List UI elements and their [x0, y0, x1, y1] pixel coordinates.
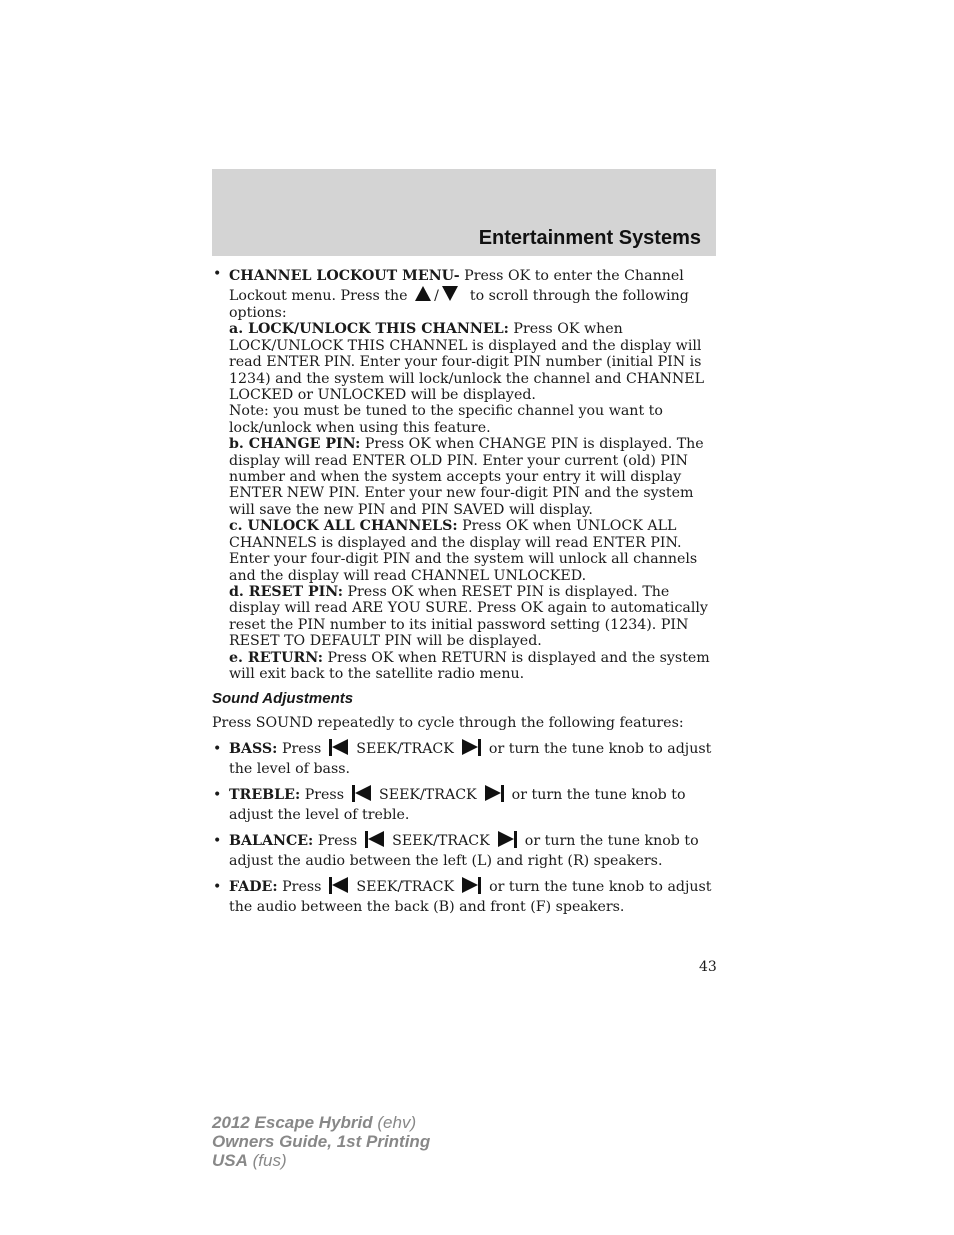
option-b — [229, 436, 722, 518]
channel-lockout-label: CHANNEL LOCKOUT MENU- — [229, 268, 460, 284]
sound-intro: Press SOUND repeatedly to cycle through the following features: — [212, 715, 684, 732]
seek-track-label: SEEK/TRACK — [356, 741, 454, 758]
option-d — [229, 584, 722, 650]
balance-item — [212, 831, 722, 871]
footer-model: 2012 Escape Hybrid — [212, 1113, 373, 1132]
balance-label: BALANCE: — [229, 833, 314, 850]
option-c-text: Press OK when UNLOCK ALL CHANNELS is displayed and the display will read ENTER PIN. Enter your four-digit PIN and the system will unlock all channels and the display will read CHANNEL UNLOCKED. — [229, 518, 698, 584]
footer-market: USA — [212, 1151, 248, 1170]
treble-after-text: or turn the tune knob to — [511, 787, 686, 804]
option-d-label: d. RESET PIN: — [229, 583, 343, 600]
channel-lockout-text-2: Lockout menu. Press the — [229, 288, 408, 304]
footer-model-code: (ehv) — [372, 1113, 417, 1132]
footer-line-2: Owners Guide, 1st Printing — [212, 1132, 431, 1151]
page-number: 43 — [699, 959, 717, 975]
press-text: Press — [317, 833, 358, 850]
channel-lockout-text: Press OK to enter the Channel — [459, 268, 684, 284]
option-note: Note: you must be tuned to the specific channel you want to lock/unlock when using this feature. — [229, 403, 663, 436]
option-e — [229, 650, 722, 683]
treble-label: TREBLE: — [229, 787, 301, 804]
option-b-label: b. CHANGE PIN: — [229, 436, 361, 453]
seek-previous-icon — [352, 785, 371, 802]
option-a-text: Press OK when LOCK/UNLOCK THIS CHANNEL is displayed and the display will read ENTER PIN. Enter your four-digit PIN number (initial PIN is 1234) and the system will lock/unlock the channel and CHANNEL LOCKED or UNLOCKED will be displayed. — [229, 321, 705, 404]
channel-lockout-options: options: — [229, 305, 287, 321]
seek-next-icon — [498, 831, 517, 848]
page-body — [212, 266, 722, 917]
option-e-label: e. RETURN: — [229, 649, 323, 666]
seek-next-icon — [462, 877, 481, 894]
arrow-down-icon — [442, 286, 458, 301]
option-e-text: Press OK when RETURN is displayed and the system will exit back to the satellite radio menu. — [229, 649, 710, 682]
seek-track-label: SEEK/TRACK — [379, 787, 477, 804]
footer-market-code: (fus) — [247, 1151, 287, 1170]
seek-previous-icon — [329, 877, 348, 894]
seek-next-icon — [485, 785, 504, 802]
channel-lockout-intro: • CHANNEL LOCKOUT MENU- Press OK to enter the Channel Lockout menu. Press the / to scroll through the following — [229, 268, 689, 304]
bass-after-text: or turn the tune knob to adjust — [488, 741, 712, 758]
footer-line-3 — [212, 1151, 430, 1170]
section-header — [212, 169, 716, 256]
balance-after-text: or turn the tune knob to — [524, 833, 699, 850]
option-a — [229, 321, 722, 403]
fade-line2: the audio between the back (B) and front (F) speakers. — [229, 899, 625, 916]
bass-item — [212, 739, 722, 779]
option-b-text: Press OK when CHANGE PIN is displayed. The display will read ENTER OLD PIN. Enter your current (old) PIN number and when the system accepts your entry it will display ENTER NEW PIN. Enter your new four-digit PIN and the system will save the new PIN and PIN SAVED will display. — [229, 436, 704, 518]
press-text: Press — [282, 879, 322, 896]
bass-line2: the level of bass. — [229, 761, 351, 778]
arrow-up-icon — [415, 286, 431, 301]
sound-adjustments-heading: Sound Adjustments — [212, 690, 354, 708]
press-text: Press — [304, 787, 344, 804]
fade-item — [212, 877, 722, 917]
seek-previous-icon — [365, 831, 384, 848]
fade-after-text: or turn the tune knob to adjust — [489, 879, 712, 896]
press-text: Press — [281, 741, 322, 758]
bass-label: BASS: — [229, 741, 278, 758]
document-footer — [212, 1113, 430, 1170]
balance-line2: adjust the audio between the left (L) and right (R) speakers. — [229, 853, 663, 870]
option-a-label: a. LOCK/UNLOCK THIS CHANNEL: — [229, 321, 509, 338]
fade-label: FADE: — [229, 879, 278, 896]
seek-next-icon — [462, 739, 481, 756]
channel-lockout-text-3: to scroll through the following — [469, 288, 689, 304]
section-title: Entertainment Systems — [478, 227, 701, 249]
option-c-label: c. UNLOCK ALL CHANNELS: — [229, 518, 458, 535]
channel-lockout-item — [212, 266, 722, 682]
option-d-text: Press OK when RESET PIN is displayed. The display will read ARE YOU SURE. Press OK again to automatically reset the PIN number to its initial password setting (1234). PIN RESET TO DEFAULT PIN will be displayed. — [229, 583, 708, 650]
treble-item — [212, 785, 722, 825]
treble-line2: adjust the level of treble. — [229, 807, 410, 824]
footer-line-1 — [212, 1113, 430, 1132]
seek-track-label: SEEK/TRACK — [356, 879, 455, 896]
seek-track-label: SEEK/TRACK — [392, 833, 490, 850]
option-c — [229, 518, 722, 584]
seek-previous-icon — [329, 739, 348, 756]
